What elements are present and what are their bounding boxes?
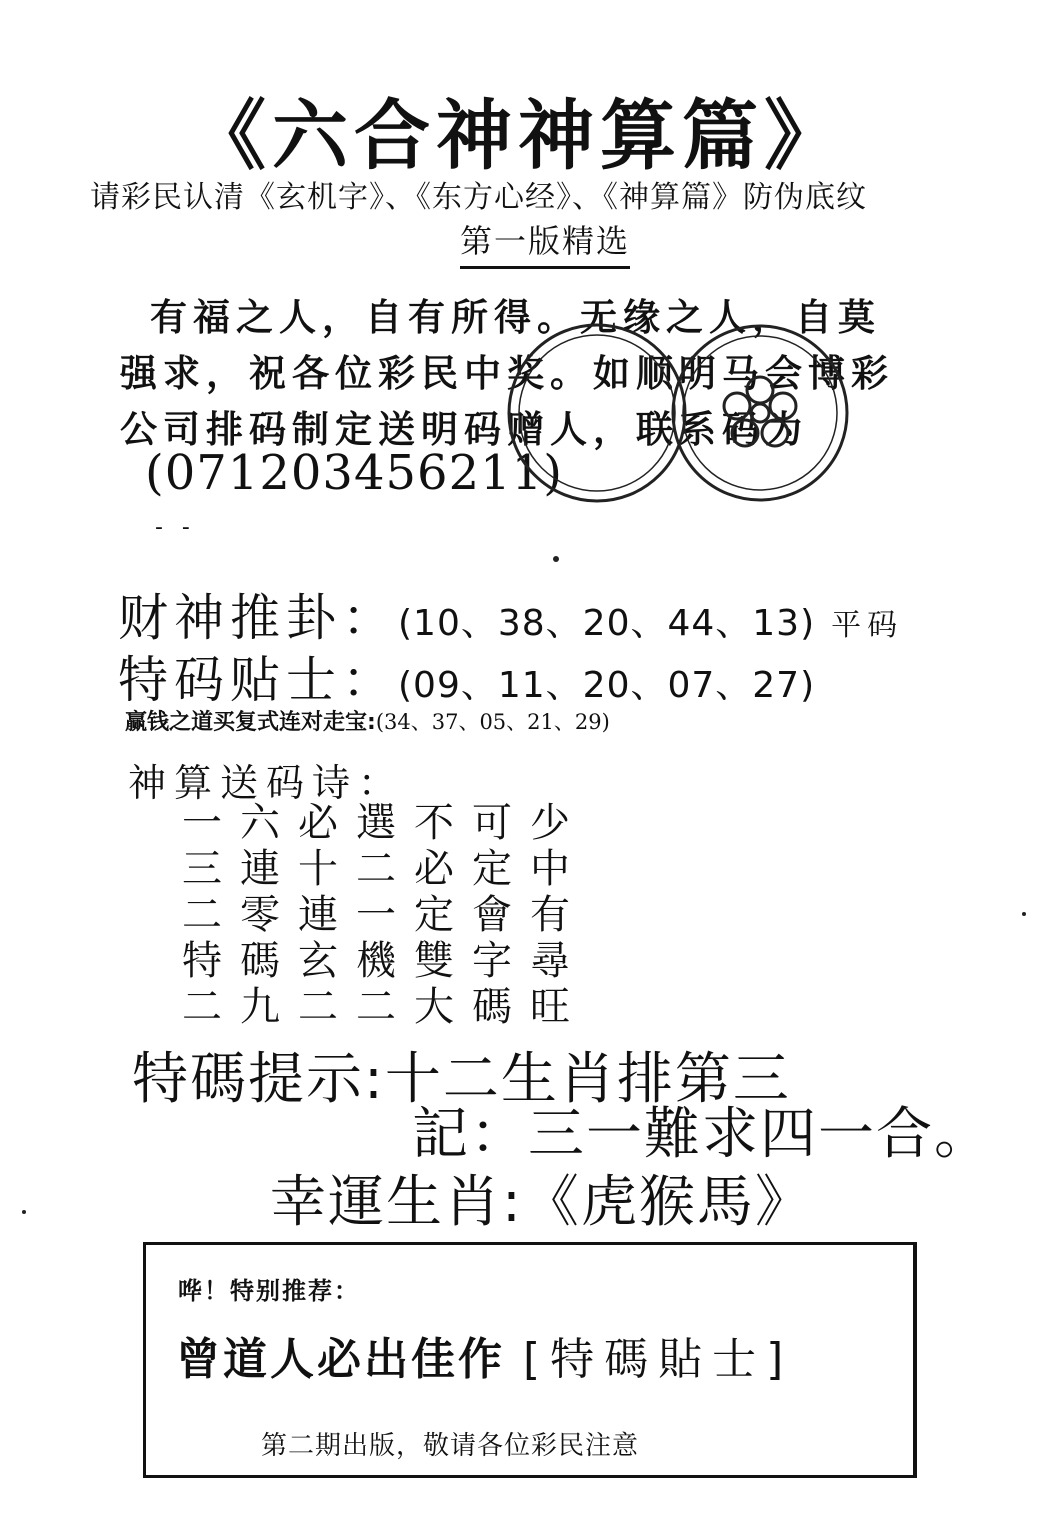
poem-line: 一六必選不可少 <box>182 800 588 846</box>
edition-label: 第一版精选 <box>460 216 630 269</box>
intro-line-2: 强求，祝各位彩民中奖。如顺明马会博彩 <box>120 352 894 395</box>
tema-row <box>118 640 815 712</box>
intro-line-1: 有福之人，自有所得。无缘之人，自莫 <box>150 296 881 339</box>
work-title: [特碼貼士] <box>523 1334 794 1385</box>
caishen-suffix: 平码 <box>831 608 904 643</box>
hint-note: 記：三一難求四一合。 <box>412 1102 992 1167</box>
poem-line: 特碼玄機雙字尋 <box>182 938 588 984</box>
poem-line: 二零連一定會有 <box>182 892 588 938</box>
win-label: 赢钱之道买复式连对走宝: <box>125 710 376 735</box>
speck <box>22 1210 26 1214</box>
tema-numbers: (09、11、20、07、27) <box>398 665 816 706</box>
win-numbers: (34、37、05、21、29) <box>375 710 610 734</box>
document-title: 《六合神神算篇》 <box>190 91 846 180</box>
speck <box>1022 912 1026 916</box>
poem-line: 三連十二必定中 <box>182 846 588 892</box>
seal-stamps <box>505 318 850 512</box>
recommend-work <box>176 1323 793 1387</box>
poem-title: 神算送码诗： <box>128 761 405 805</box>
caishen-numbers: (10、38、20、44、13) <box>398 603 816 644</box>
work-author: 曾道人必出佳作 <box>176 1334 505 1385</box>
lucky-zodiac: 幸運生肖:《虎猴馬》 <box>270 1170 813 1235</box>
tema-label: 特码贴士： <box>118 651 398 709</box>
speck <box>553 556 559 562</box>
anti-counterfeit-notice: 请彩民认清《玄机字》、《东方心经》、《神算篇》防伪底纹 <box>90 180 867 215</box>
win-row <box>125 705 610 736</box>
caishen-label: 财神推卦： <box>118 589 398 647</box>
tema-hint: 特碼提示:十二生肖排第三 <box>132 1047 791 1112</box>
publish-note: 第二期出版，敬请各位彩民注意 <box>261 1431 640 1461</box>
contact-code: (071203456211) <box>145 445 563 501</box>
intro-line-3: 公司排码制定送明码赠人，联系码为 <box>120 408 808 451</box>
poem <box>182 800 588 1030</box>
recommend-lead: 哗！特别推荐： <box>178 1277 360 1305</box>
poem-line: 二九二二大碼旺 <box>182 984 588 1030</box>
dash-mark: - - <box>155 515 196 540</box>
seal-stamps-graphic <box>505 318 850 508</box>
recommendation-box <box>143 1242 917 1478</box>
